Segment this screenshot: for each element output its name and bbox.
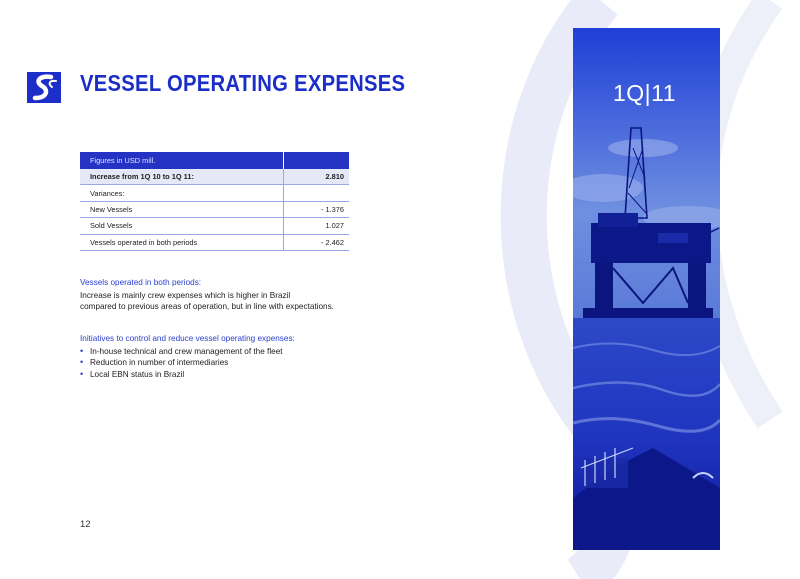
row-label: Sold Vessels (80, 218, 284, 234)
table-row (80, 218, 349, 234)
table-header-label: Figures in USD mill. (80, 152, 284, 169)
row-label: Vessels operated in both periods (80, 234, 284, 250)
row-value: - 2.462 (284, 234, 350, 250)
list-item: • Local EBN status in Brazil (80, 369, 283, 380)
row-value: 1.027 (284, 218, 350, 234)
row-value: 2.810 (284, 169, 350, 185)
list-item: • Reduction in number of intermediaries (80, 357, 283, 368)
page-number: 12 (80, 519, 91, 530)
row-label: Variances: (80, 185, 284, 201)
row-label: New Vessels (80, 201, 284, 217)
table-row (80, 169, 349, 185)
initiatives-list (80, 346, 283, 380)
row-label: Increase from 1Q 10 to 1Q 11: (80, 169, 284, 185)
body-line: compared to previous areas of operation, but in line with expectations. (80, 302, 334, 312)
table-header-value (284, 152, 350, 169)
section-heading-initiatives: Initiatives to control and reduce vessel operating expenses: (80, 334, 295, 343)
section-heading-both-periods: Vessels operated in both periods: (80, 278, 202, 287)
table-header-row (80, 152, 349, 169)
section-body-both-periods (80, 290, 380, 313)
company-logo-icon (27, 72, 61, 103)
table-row (80, 201, 349, 217)
period-label: 1Q|11 (613, 80, 677, 106)
expenses-table (80, 152, 349, 251)
row-value: - 1.376 (284, 201, 350, 217)
row-value (284, 185, 350, 201)
page-title: VESSEL OPERATING EXPENSES (80, 70, 406, 96)
body-line: Increase is mainly crew expenses which is higher in Brazil (80, 291, 291, 300)
list-item: • In-house technical and crew management of the fleet (80, 346, 283, 357)
table-row (80, 185, 349, 201)
table-row (80, 234, 349, 250)
